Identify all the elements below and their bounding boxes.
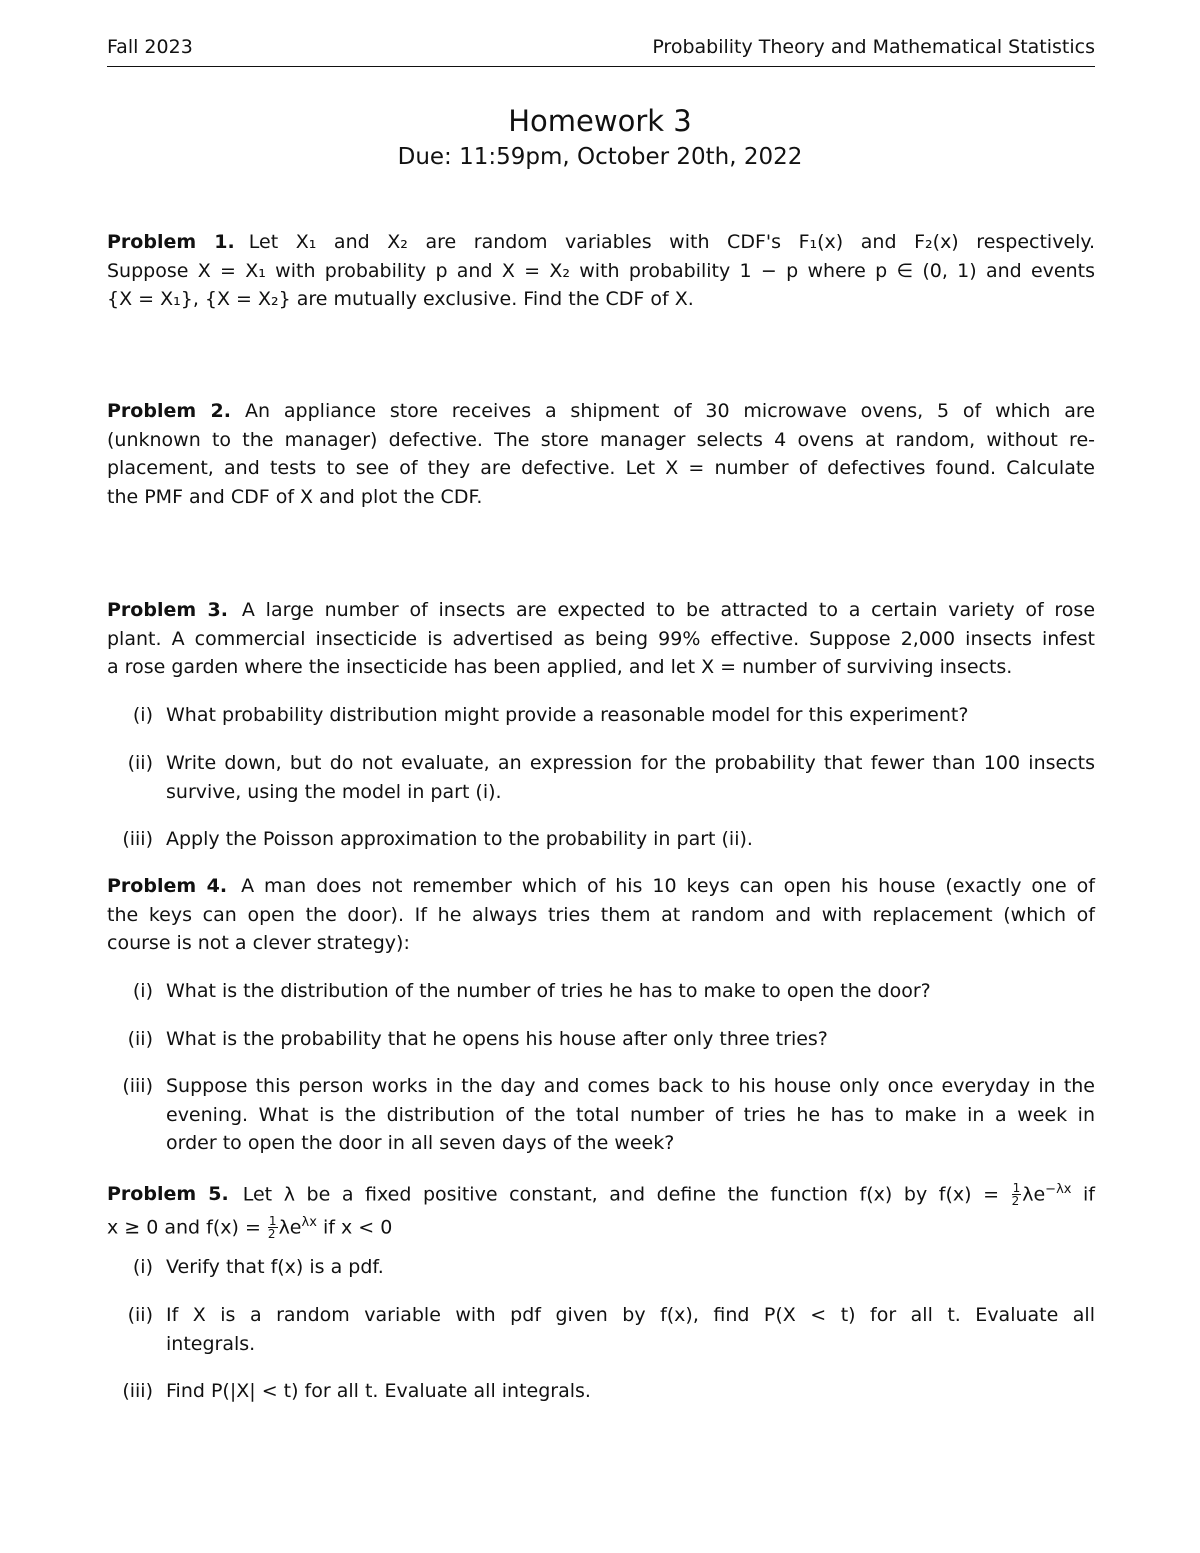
problem-text: if bbox=[1083, 1183, 1095, 1206]
problem-3 bbox=[107, 596, 1095, 682]
problem-text: Suppose X = X₁ with probability p and X = X₂ with probability 1 − p where p ∈ (0, 1) and events bbox=[107, 259, 1095, 282]
problem-text: plant. A commercial insecticide is advertised as being 99% effective. Suppose 2,000 insects infest bbox=[107, 627, 1095, 650]
part-text: What is the distribution of the number of tries he has to make to open the door? bbox=[166, 980, 931, 1002]
part-text: What probability distribution might provide a reasonable model for this experiment? bbox=[166, 704, 969, 726]
part-text: What is the probability that he opens his house after only three tries? bbox=[166, 1028, 828, 1050]
part-text: Find P(|X| < t) for all t. Evaluate all integrals. bbox=[166, 1380, 591, 1402]
problem-text: {X = X₁}, {X = X₂} are mutually exclusive. Find the CDF of X. bbox=[107, 288, 694, 310]
part-label: (ii) bbox=[127, 752, 153, 774]
problem-text: the PMF and CDF of X and plot the CDF. bbox=[107, 485, 483, 508]
part-label: (ii) bbox=[127, 1304, 153, 1326]
problem-5 bbox=[107, 1176, 1095, 1242]
due-date: Due: 11:59pm, October 20th, 2022 bbox=[397, 144, 803, 170]
part-label: (ii) bbox=[127, 1028, 153, 1050]
part-label: (iii) bbox=[122, 1380, 153, 1402]
page-header bbox=[107, 36, 1095, 67]
semester-label: Fall 2023 bbox=[107, 36, 193, 58]
part-label: (iii) bbox=[122, 1075, 153, 1097]
part-text: Write down, but do not evaluate, an expression for the probability that fewer than 100 insects bbox=[166, 752, 1095, 774]
problem-label: Problem 1. bbox=[107, 231, 235, 253]
problem-4 bbox=[107, 872, 1095, 958]
part-text: Verify that f(x) is a pdf. bbox=[166, 1256, 384, 1278]
problem-text: Let λ be a fixed positive constant, and define the function f(x) by f(x) = bbox=[242, 1183, 1000, 1206]
part-label: (i) bbox=[132, 704, 153, 726]
part-text: order to open the door in all seven days of the week? bbox=[166, 1132, 675, 1154]
homework-title: Homework 3 bbox=[508, 104, 692, 138]
problem-text: the keys can open the door). If he always tries them at random and with replacement (which of bbox=[107, 903, 1095, 926]
math-expression: λe bbox=[278, 1216, 302, 1239]
problem-label: Problem 4. bbox=[107, 875, 228, 897]
problem-label: Problem 3. bbox=[107, 599, 228, 621]
problem-label: Problem 2. bbox=[107, 400, 232, 422]
problem-text: placement, and tests to see of they are defective. Let X = number of defectives found. Calculate bbox=[107, 457, 1095, 479]
part-label: (i) bbox=[132, 980, 153, 1002]
part-text: integrals. bbox=[166, 1332, 256, 1355]
part-text: Apply the Poisson approximation to the probability in part (ii). bbox=[166, 828, 753, 850]
problem-text: Let X₁ and X₂ are random variables with CDF's F₁(x) and F₂(x) respectively. bbox=[248, 231, 1095, 253]
course-title: Probability Theory and Mathematical Statistics bbox=[652, 36, 1095, 58]
problem-text: course is not a clever strategy): bbox=[107, 932, 410, 954]
part-label: (i) bbox=[132, 1256, 153, 1278]
problem-2 bbox=[107, 397, 1095, 511]
fraction-one-half: $\frac{1}{2}$ bbox=[1011, 1181, 1021, 1209]
part-text: If X is a random variable with pdf given by f(x), find P(X < t) for all t. Evaluate all bbox=[166, 1304, 1095, 1326]
problem-1 bbox=[107, 228, 1095, 314]
part-text: Suppose this person works in the day and comes back to his house only once everyday in the bbox=[166, 1075, 1095, 1097]
problem-text: A large number of insects are expected to be attracted to a certain variety of rose bbox=[241, 599, 1096, 621]
fraction-one-half: $\frac{1}{2}$ bbox=[267, 1214, 277, 1242]
problem-text: (unknown to the manager) defective. The store manager selects 4 ovens at random, without re- bbox=[107, 428, 1095, 451]
math-exponent: −λx bbox=[1045, 1182, 1072, 1197]
part-text: survive, using the model in part (i). bbox=[166, 780, 502, 803]
math-expression: λe bbox=[1022, 1183, 1046, 1206]
part-text: evening. What is the distribution of the total number of tries he has to make in a week in bbox=[166, 1103, 1095, 1126]
problem-text: A man does not remember which of his 10 keys can open his house (exactly one of bbox=[241, 875, 1095, 897]
problem-text: x ≥ 0 and f(x) = bbox=[107, 1216, 261, 1239]
problem-label: Problem 5. bbox=[107, 1183, 229, 1206]
problem-text: a rose garden where the insecticide has been applied, and let X = number of surviving insects. bbox=[107, 656, 1013, 678]
problem-text: if x < 0 bbox=[322, 1216, 393, 1239]
problem-text: An appliance store receives a shipment of 30 microwave ovens, 5 of which are bbox=[245, 400, 1096, 422]
math-exponent: λx bbox=[301, 1214, 317, 1230]
part-label: (iii) bbox=[122, 828, 153, 850]
